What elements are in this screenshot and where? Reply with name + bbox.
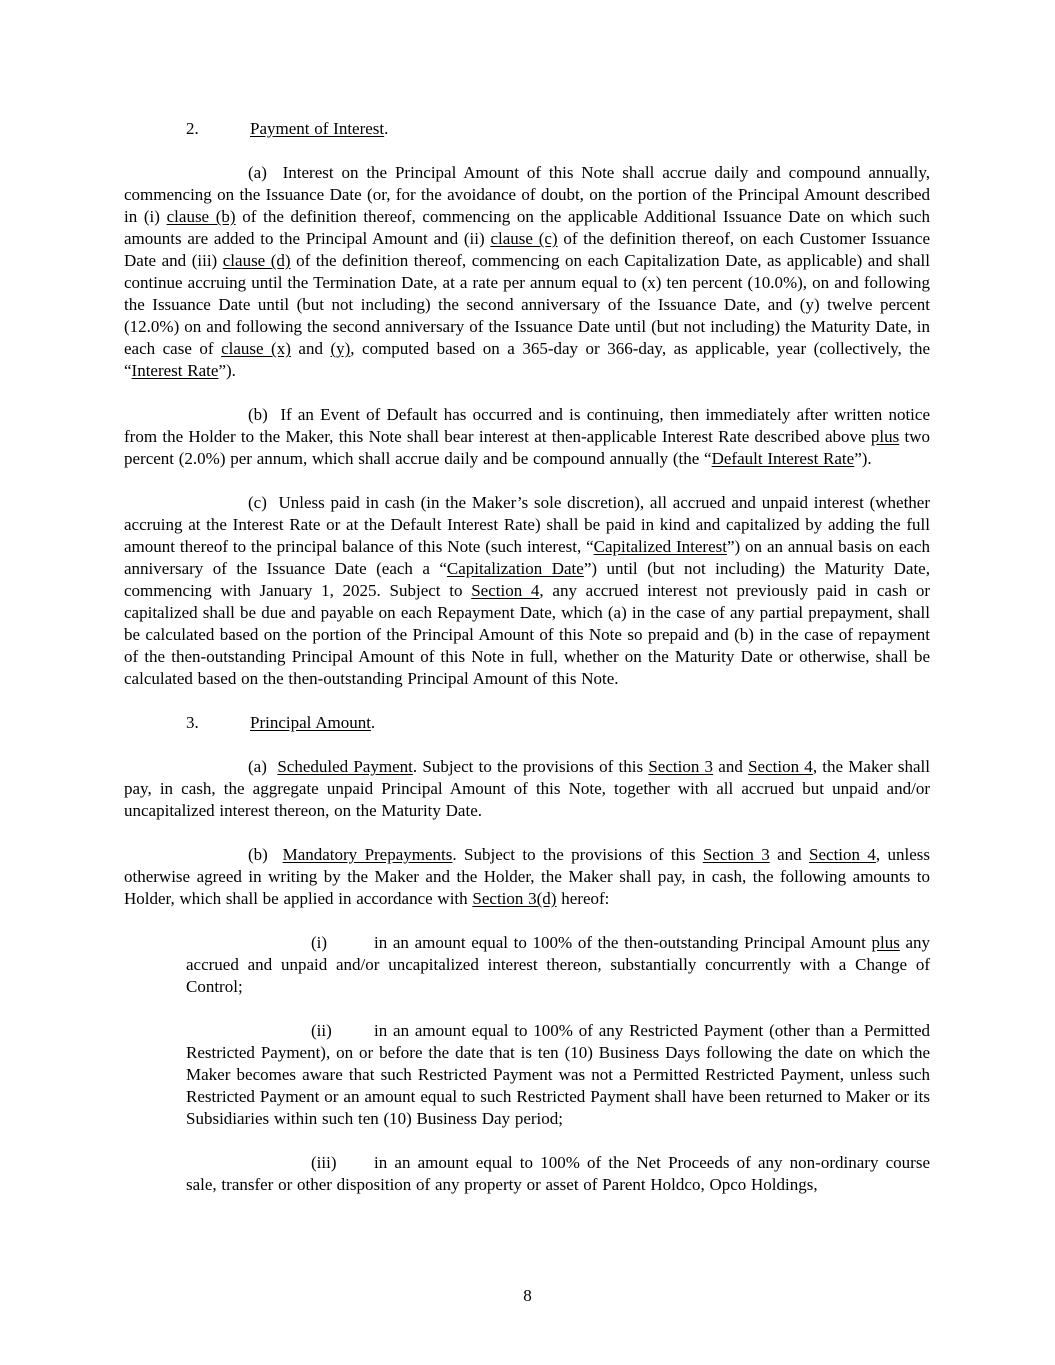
text-segment: in an amount equal to 100% of the Net Proceeds of any non-ordinary course sale, transfer or other disposition of any property or asset of Parent Holdco, Opco Holdings, bbox=[186, 1153, 930, 1194]
text-segment: ”) on an annual basis on each anniversary of the Issuance Date (each a “ bbox=[124, 537, 930, 578]
underlined-term: Mandatory Prepayments bbox=[282, 845, 453, 864]
paragraph-label: (ii) bbox=[311, 1021, 332, 1040]
paragraph-label: (i) bbox=[311, 933, 328, 952]
paragraph-label: (iii) bbox=[311, 1153, 337, 1172]
underlined-term: Section 4 bbox=[471, 581, 540, 600]
text-segment: of the definition thereof, commencing on each Capitalization Date, as applicable) and shall continue accruing until the Termination Date, at a rate per annum equal to (x) ten percent (10.0%), on and following the Issuance Date until (but not including) the second anniversary of the Issuance Date, and (y) twelve percent (12.0%) on and following the second anniversary of the Issuance Date until (but not including) the Maturity Date, in each case of bbox=[124, 251, 930, 358]
item-3b-ii bbox=[186, 1020, 930, 1130]
text-segment: (b) If an Event of Default has occurred and is continuing, then immediately after written notice from the Holder to the Maker, this Note shall bear interest at then-applicable Interest Rate described above bbox=[124, 405, 930, 446]
paragraph-label: 3. bbox=[186, 713, 199, 732]
underlined-term: (y) bbox=[330, 339, 351, 358]
item-3b-i bbox=[186, 932, 930, 998]
document-body bbox=[124, 118, 930, 1196]
text-segment: ”). bbox=[218, 361, 236, 380]
text-segment: , computed based on a 365-day or 366-day, as applicable, year (collectively, the “ bbox=[124, 339, 930, 380]
underlined-term: clause (c) bbox=[490, 229, 558, 248]
paragraph-2b bbox=[124, 404, 930, 470]
page-number: 8 bbox=[523, 1286, 532, 1305]
text-segment: (a) Interest on the Principal Amount of this Note shall accrue daily and compound annually, commencing on the Issuance Date (or, for the avoidance of doubt, on the portion of the Principal Amount described in (i) bbox=[124, 163, 930, 226]
text-segment: ”). bbox=[854, 449, 872, 468]
text-segment: . Subject to the provisions of this bbox=[452, 845, 703, 864]
underlined-term: Section 3 bbox=[702, 845, 770, 864]
text-segment: , the Maker shall pay, in cash, the aggregate unpaid Principal Amount of this Note, together with all accrued but unpaid and/or uncapitalized interest thereon, on the Maturity Date. bbox=[124, 757, 931, 820]
text-segment: ”) until (but not including) the Maturity Date, commencing with January 1, 2025. Subject to bbox=[124, 559, 930, 600]
underlined-term: Default Interest Rate bbox=[711, 449, 855, 468]
text-segment: (a) bbox=[248, 757, 278, 776]
underlined-term: Section 3(d) bbox=[472, 889, 557, 908]
text-segment: . Subject to the provisions of this bbox=[412, 757, 649, 776]
section-2-heading bbox=[124, 118, 930, 140]
paragraph-2c bbox=[124, 492, 930, 690]
underlined-term: clause (d) bbox=[222, 251, 291, 270]
text-segment: in an amount equal to 100% of the then-outstanding Principal Amount bbox=[374, 933, 872, 952]
text-segment: in an amount equal to 100% of any Restricted Payment (other than a Permitted Restricted Payment), on or before the date that is ten (10) Business Days following the date on which the Maker becomes aware that such Restricted Payment was not a Permitted Restricted Payment, unless such Restricted Payment or an amount equal to such Restricted Payment shall have been returned to Maker or its Subsidiaries within such ten (10) Business Day period; bbox=[186, 1021, 930, 1128]
text-segment: any accrued and unpaid and/or uncapitalized interest thereon, substantially concurrently with a Change of Control; bbox=[186, 933, 931, 996]
underlined-term: clause (b) bbox=[166, 207, 236, 226]
text-segment: of the definition thereof, on each Customer Issuance Date and (iii) bbox=[124, 229, 931, 270]
text-segment: , unless otherwise agreed in writing by the Maker and the Holder, the Maker shall pay, in cash, the following amounts to Holder, which shall be applied in accordance with bbox=[124, 845, 931, 908]
paragraph-2a bbox=[124, 162, 930, 382]
underlined-term: plus bbox=[870, 427, 900, 446]
text-segment: hereof: bbox=[556, 889, 610, 908]
underlined-term: Payment of Interest bbox=[250, 119, 385, 138]
paragraph-label: 2. bbox=[186, 119, 199, 138]
underlined-term: Interest Rate bbox=[131, 361, 219, 380]
text-segment: (b) bbox=[248, 845, 283, 864]
underlined-term: Principal Amount bbox=[250, 713, 371, 732]
underlined-term: Capitalization Date bbox=[446, 559, 584, 578]
text-segment: and bbox=[290, 339, 331, 358]
text-segment: . bbox=[384, 119, 389, 138]
text-segment: and bbox=[769, 845, 810, 864]
text-segment: two percent (2.0%) per annum, which shall accrue daily and be compound annually (the “ bbox=[124, 427, 931, 468]
underlined-term: Capitalized Interest bbox=[593, 537, 727, 556]
item-3b-iii bbox=[186, 1152, 930, 1196]
underlined-term: Section 4 bbox=[748, 757, 813, 776]
underlined-term: plus bbox=[871, 933, 900, 952]
text-segment: of the definition thereof, commencing on the applicable Additional Issuance Date on which such amounts are added to the Principal Amount and (ii) bbox=[124, 207, 930, 248]
underlined-term: clause (x) bbox=[221, 339, 291, 358]
text-segment: . bbox=[370, 713, 376, 732]
paragraph-3a bbox=[124, 756, 930, 822]
underlined-term: Section 3 bbox=[648, 757, 714, 776]
underlined-term: Section 4 bbox=[809, 845, 876, 864]
text-segment: and bbox=[713, 757, 749, 776]
text-segment: (c) Unless paid in cash (in the Maker’s sole discretion), all accrued and unpaid interest (whether accruing at the Interest Rate or at the Default Interest Rate) shall be paid in kind and capitalized by adding the full amount thereof to the principal balance of this Note (such interest, “ bbox=[124, 493, 930, 556]
section-3-heading bbox=[124, 712, 930, 734]
underlined-term: Scheduled Payment bbox=[277, 757, 413, 776]
paragraph-3b bbox=[124, 844, 930, 910]
text-segment: , any accrued interest not previously paid in cash or capitalized shall be due and payable on each Repayment Date, which (a) in the case of any partial prepayment, shall be calculated based on the portion of the Principal Amount of this Note so prepaid and (b) in the case of repayment of the then-outstanding Principal Amount of this Note in full, whether on the Maturity Date or otherwise, shall be calculated based on the then-outstanding Principal Amount of this Note. bbox=[124, 581, 930, 688]
